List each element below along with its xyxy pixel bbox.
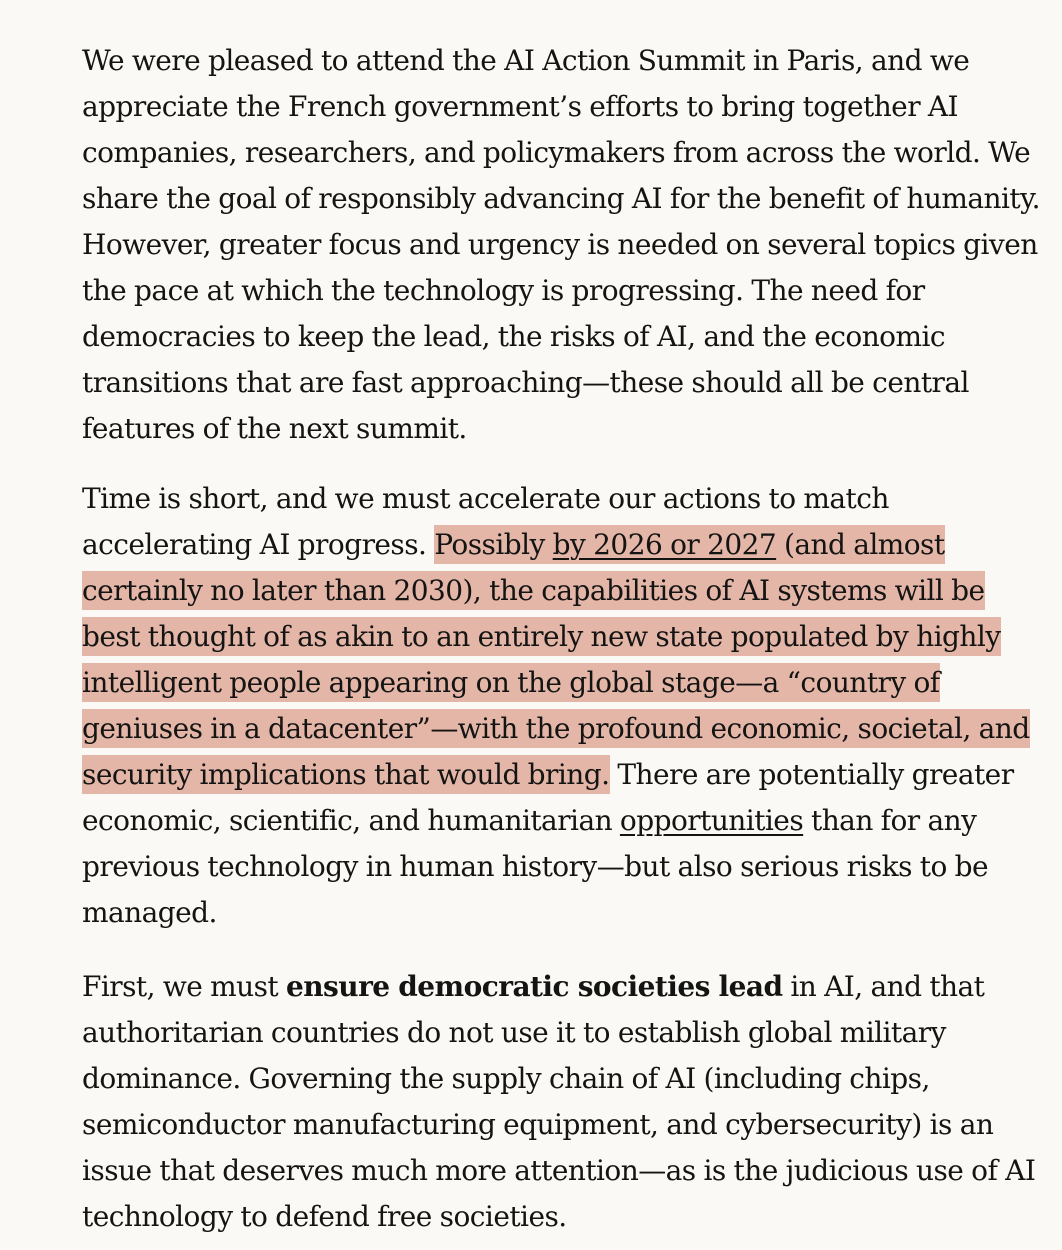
article-body [82,38,1044,1240]
bold-democratic-lead: ensure democratic societies lead [285,970,783,1003]
paragraph-democratic-lead [82,964,1044,1240]
highlight-lead-in: Possibly [434,528,553,561]
paragraph-time-is-short [82,476,1044,936]
paragraph-democratic-rest: in AI, and that authoritarian countries do not use it to establish global military dominance. Governing the supply chain of AI (including chips, semiconductor manufacturing equipment, and cybersecurity) is an issue that deserves much more attention—as is the judicious use of AI technology to defend free societies. [82,970,1036,1233]
highlighted-passage [82,525,1030,794]
paragraph-time-intro: Time is short, and we must accelerate our actions to match accelerating AI progress. [82,482,889,561]
paragraph-democratic-start: First, we must [82,970,286,1003]
paragraph-time-ending: than for any previous technology in human history—but also serious risks to be managed. [82,804,989,929]
link-opportunities[interactable]: opportunities [619,804,804,837]
link-by-2026-or-2027[interactable]: by 2026 or 2027 [552,528,777,561]
highlight-continuation: (and almost certainly no later than 2030), the capabilities of AI systems will be best thought of as akin to an entirely new state populated by highly intelligent people appearing on the global stage—a “country of geniuses in a datacenter”—with the profound economic, societal, and security implications that would bring. [82,528,1030,791]
paragraph-time-continuation: There are potentially greater economic, scientific, and humanitarian [82,758,1014,837]
paragraph-summit: We were pleased to attend the AI Action Summit in Paris, and we appreciate the French government’s efforts to bring together AI companies, researchers, and policymakers from across the world. We share the goal of responsibly advancing AI for the benefit of humanity. However, greater focus and urgency is needed on several topics given the pace at which the technology is progressing. The need for democracies to keep the lead, the risks of AI, and the economic transitions that are fast approaching—these should all be central features of the next summit. [82,44,1041,445]
